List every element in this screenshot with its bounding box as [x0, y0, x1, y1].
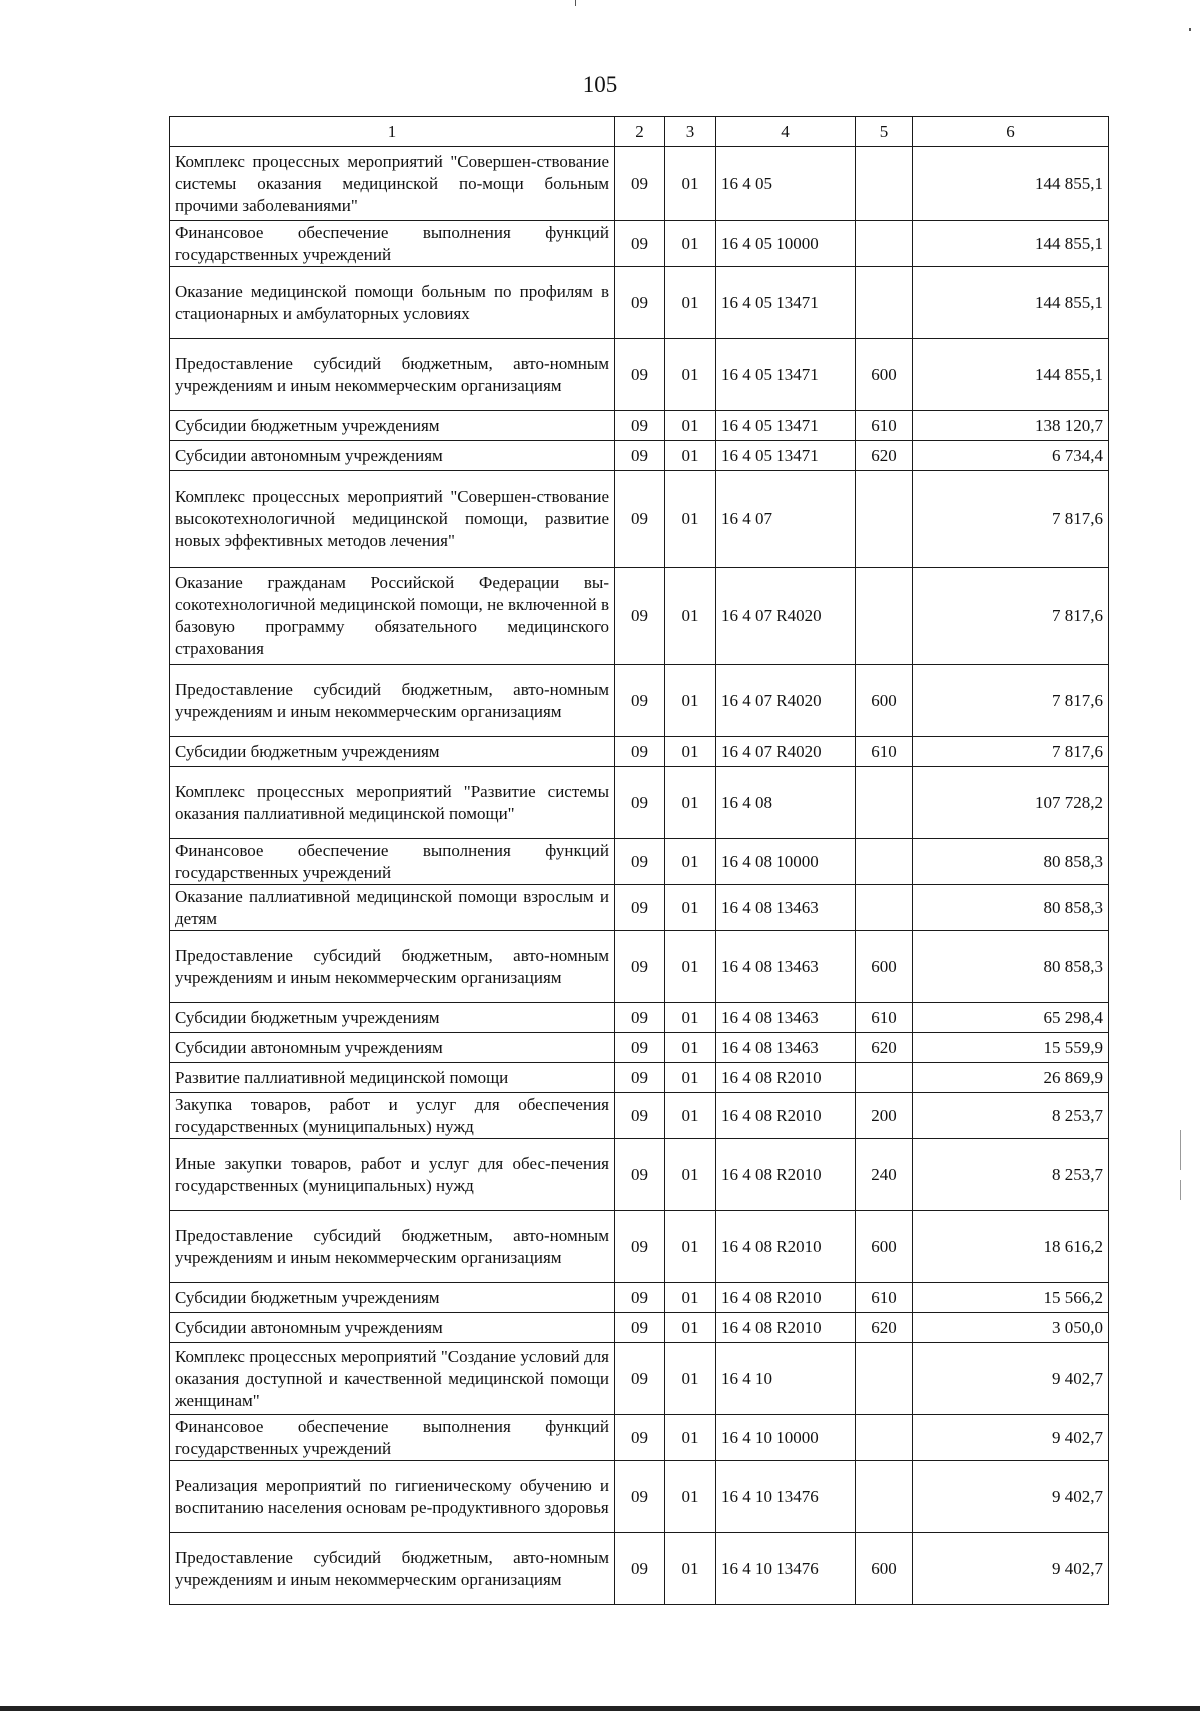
table-row	[170, 339, 1109, 411]
row-subsection: 01	[665, 471, 716, 568]
row-subsection: 01	[665, 411, 716, 441]
row-expense-type	[856, 1461, 913, 1533]
row-description: Предоставление субсидий бюджетным, авто-номным учреждениям и иным некоммерческим организациям	[170, 1533, 615, 1605]
row-section: 09	[615, 1533, 665, 1605]
row-description: Развитие паллиативной медицинской помощи	[170, 1063, 615, 1093]
row-target-code: 16 4 08 13463	[716, 885, 856, 931]
row-expense-type: 620	[856, 1033, 913, 1063]
budget-table	[169, 116, 1109, 1605]
row-subsection: 01	[665, 1533, 716, 1605]
row-expense-type: 610	[856, 1003, 913, 1033]
table-row	[170, 665, 1109, 737]
row-target-code: 16 4 08 13463	[716, 931, 856, 1003]
row-target-code: 16 4 10	[716, 1343, 856, 1415]
row-amount: 18 616,2	[913, 1211, 1109, 1283]
row-subsection: 01	[665, 885, 716, 931]
row-expense-type: 600	[856, 931, 913, 1003]
row-expense-type: 600	[856, 665, 913, 737]
row-expense-type	[856, 147, 913, 221]
column-header: 3	[665, 117, 716, 147]
row-target-code: 16 4 08	[716, 767, 856, 839]
row-amount: 65 298,4	[913, 1003, 1109, 1033]
row-description: Комплекс процессных мероприятий "Совершен-ствование системы оказания медицинской по-мощи больным прочими заболеваниями"	[170, 147, 615, 221]
column-header: 6	[913, 117, 1109, 147]
row-amount: 80 858,3	[913, 839, 1109, 885]
row-target-code: 16 4 08 R2010	[716, 1093, 856, 1139]
row-expense-type: 600	[856, 339, 913, 411]
row-amount: 80 858,3	[913, 931, 1109, 1003]
row-amount: 3 050,0	[913, 1313, 1109, 1343]
row-target-code: 16 4 07	[716, 471, 856, 568]
row-subsection: 01	[665, 1415, 716, 1461]
row-amount: 9 402,7	[913, 1343, 1109, 1415]
row-description: Финансовое обеспечение выполнения функций государственных учреждений	[170, 1415, 615, 1461]
row-target-code: 16 4 05	[716, 147, 856, 221]
row-subsection: 01	[665, 568, 716, 665]
row-section: 09	[615, 767, 665, 839]
table-row	[170, 568, 1109, 665]
row-description: Оказание гражданам Российской Федерации вы-сокотехнологичной медицинской помощи, не включенной в базовую программу обязательного медицинского страхования	[170, 568, 615, 665]
row-description: Финансовое обеспечение выполнения функций государственных учреждений	[170, 839, 615, 885]
column-header: 1	[170, 117, 615, 147]
row-description: Субсидии автономным учреждениям	[170, 1313, 615, 1343]
row-description: Предоставление субсидий бюджетным, авто-номным учреждениям и иным некоммерческим организациям	[170, 339, 615, 411]
row-section: 09	[615, 1093, 665, 1139]
row-subsection: 01	[665, 147, 716, 221]
table-row	[170, 885, 1109, 931]
row-section: 09	[615, 931, 665, 1003]
row-amount: 15 566,2	[913, 1283, 1109, 1313]
row-subsection: 01	[665, 441, 716, 471]
row-amount: 9 402,7	[913, 1533, 1109, 1605]
table-row	[170, 931, 1109, 1003]
table-header-row	[170, 117, 1109, 147]
table-row	[170, 737, 1109, 767]
row-section: 09	[615, 885, 665, 931]
row-description: Субсидии бюджетным учреждениям	[170, 1003, 615, 1033]
row-target-code: 16 4 05 10000	[716, 221, 856, 267]
row-section: 09	[615, 411, 665, 441]
row-target-code: 16 4 08 R2010	[716, 1283, 856, 1313]
row-target-code: 16 4 05 13471	[716, 339, 856, 411]
row-expense-type: 600	[856, 1533, 913, 1605]
row-amount: 8 253,7	[913, 1093, 1109, 1139]
row-target-code: 16 4 08 R2010	[716, 1313, 856, 1343]
row-subsection: 01	[665, 1063, 716, 1093]
table-row	[170, 1343, 1109, 1415]
row-expense-type	[856, 1063, 913, 1093]
table-row	[170, 1063, 1109, 1093]
row-target-code: 16 4 10 13476	[716, 1533, 856, 1605]
row-amount: 80 858,3	[913, 885, 1109, 931]
row-description: Финансовое обеспечение выполнения функций государственных учреждений	[170, 221, 615, 267]
row-target-code: 16 4 05 13471	[716, 411, 856, 441]
row-description: Субсидии автономным учреждениям	[170, 1033, 615, 1063]
row-section: 09	[615, 568, 665, 665]
row-target-code: 16 4 10 10000	[716, 1415, 856, 1461]
row-section: 09	[615, 1139, 665, 1211]
table-row	[170, 767, 1109, 839]
row-section: 09	[615, 1343, 665, 1415]
table-row	[170, 471, 1109, 568]
row-target-code: 16 4 08 R2010	[716, 1139, 856, 1211]
row-expense-type: 620	[856, 1313, 913, 1343]
scan-artifact	[1189, 28, 1191, 31]
row-description: Субсидии бюджетным учреждениям	[170, 411, 615, 441]
row-description: Комплекс процессных мероприятий "Развитие системы оказания паллиативной медицинской помощи"	[170, 767, 615, 839]
row-expense-type	[856, 568, 913, 665]
scan-artifact	[575, 0, 576, 6]
column-header: 5	[856, 117, 913, 147]
table-row	[170, 411, 1109, 441]
row-expense-type: 200	[856, 1093, 913, 1139]
row-amount: 9 402,7	[913, 1461, 1109, 1533]
row-expense-type: 610	[856, 737, 913, 767]
table-row	[170, 1003, 1109, 1033]
row-section: 09	[615, 1211, 665, 1283]
row-expense-type	[856, 839, 913, 885]
table-row	[170, 1033, 1109, 1063]
row-expense-type: 240	[856, 1139, 913, 1211]
row-amount: 9 402,7	[913, 1415, 1109, 1461]
row-target-code: 16 4 05 13471	[716, 441, 856, 471]
page-number: 105	[582, 72, 618, 97]
table-row	[170, 147, 1109, 221]
row-target-code: 16 4 08 13463	[716, 1033, 856, 1063]
row-section: 09	[615, 147, 665, 221]
row-target-code: 16 4 05 13471	[716, 267, 856, 339]
row-subsection: 01	[665, 267, 716, 339]
row-expense-type: 610	[856, 1283, 913, 1313]
table-row	[170, 1093, 1109, 1139]
row-target-code: 16 4 08 10000	[716, 839, 856, 885]
row-expense-type	[856, 267, 913, 339]
table-row	[170, 1139, 1109, 1211]
table-row	[170, 441, 1109, 471]
row-section: 09	[615, 339, 665, 411]
row-description: Иные закупки товаров, работ и услуг для обес-печения государственных (муниципальных) нужд	[170, 1139, 615, 1211]
row-subsection: 01	[665, 1139, 716, 1211]
row-target-code: 16 4 07 R4020	[716, 568, 856, 665]
row-description: Субсидии бюджетным учреждениям	[170, 737, 615, 767]
row-description: Оказание медицинской помощи больным по профилям в стационарных и амбулаторных условиях	[170, 267, 615, 339]
row-description: Реализация мероприятий по гигиеническому обучению и воспитанию населения основам ре-продуктивного здоровья	[170, 1461, 615, 1533]
row-amount: 26 869,9	[913, 1063, 1109, 1093]
row-section: 09	[615, 1033, 665, 1063]
row-section: 09	[615, 1415, 665, 1461]
column-header: 4	[716, 117, 856, 147]
row-section: 09	[615, 839, 665, 885]
column-header: 2	[615, 117, 665, 147]
table-row	[170, 839, 1109, 885]
row-amount: 8 253,7	[913, 1139, 1109, 1211]
row-expense-type	[856, 1415, 913, 1461]
row-subsection: 01	[665, 665, 716, 737]
row-amount: 144 855,1	[913, 267, 1109, 339]
row-expense-type: 600	[856, 1211, 913, 1283]
table-row	[170, 1283, 1109, 1313]
row-subsection: 01	[665, 221, 716, 267]
row-section: 09	[615, 665, 665, 737]
row-section: 09	[615, 1313, 665, 1343]
row-target-code: 16 4 07 R4020	[716, 665, 856, 737]
row-subsection: 01	[665, 1003, 716, 1033]
row-description: Комплекс процессных мероприятий "Создание условий для оказания доступной и качественной медицинской помощи женщинам"	[170, 1343, 615, 1415]
row-amount: 138 120,7	[913, 411, 1109, 441]
row-section: 09	[615, 267, 665, 339]
row-amount: 7 817,6	[913, 737, 1109, 767]
row-amount: 144 855,1	[913, 221, 1109, 267]
scan-artifact	[1180, 1130, 1181, 1170]
row-section: 09	[615, 441, 665, 471]
row-subsection: 01	[665, 1093, 716, 1139]
row-section: 09	[615, 1003, 665, 1033]
row-description: Субсидии автономным учреждениям	[170, 441, 615, 471]
row-section: 09	[615, 1283, 665, 1313]
row-section: 09	[615, 221, 665, 267]
row-description: Предоставление субсидий бюджетным, авто-номным учреждениям и иным некоммерческим организациям	[170, 665, 615, 737]
row-target-code: 16 4 10 13476	[716, 1461, 856, 1533]
row-section: 09	[615, 1461, 665, 1533]
table-row	[170, 1533, 1109, 1605]
row-description: Оказание паллиативной медицинской помощи взрослым и детям	[170, 885, 615, 931]
row-subsection: 01	[665, 931, 716, 1003]
row-subsection: 01	[665, 1211, 716, 1283]
scan-bottom-edge	[0, 1706, 1200, 1711]
table-row	[170, 1313, 1109, 1343]
row-description: Субсидии бюджетным учреждениям	[170, 1283, 615, 1313]
table-row	[170, 221, 1109, 267]
row-target-code: 16 4 08 13463	[716, 1003, 856, 1033]
row-amount: 6 734,4	[913, 441, 1109, 471]
row-subsection: 01	[665, 1033, 716, 1063]
table-row	[170, 1461, 1109, 1533]
row-amount: 7 817,6	[913, 665, 1109, 737]
row-amount: 144 855,1	[913, 147, 1109, 221]
table-row	[170, 1415, 1109, 1461]
row-expense-type	[856, 471, 913, 568]
table-row	[170, 267, 1109, 339]
row-subsection: 01	[665, 1313, 716, 1343]
table-body	[170, 147, 1109, 1605]
row-section: 09	[615, 1063, 665, 1093]
row-amount: 7 817,6	[913, 471, 1109, 568]
table-row	[170, 1211, 1109, 1283]
row-subsection: 01	[665, 839, 716, 885]
row-expense-type	[856, 1343, 913, 1415]
row-description: Предоставление субсидий бюджетным, авто-номным учреждениям и иным некоммерческим организациям	[170, 931, 615, 1003]
row-subsection: 01	[665, 767, 716, 839]
row-amount: 144 855,1	[913, 339, 1109, 411]
row-section: 09	[615, 471, 665, 568]
row-target-code: 16 4 07 R4020	[716, 737, 856, 767]
row-expense-type: 610	[856, 411, 913, 441]
row-subsection: 01	[665, 339, 716, 411]
row-amount: 107 728,2	[913, 767, 1109, 839]
row-expense-type	[856, 767, 913, 839]
row-subsection: 01	[665, 1461, 716, 1533]
row-subsection: 01	[665, 737, 716, 767]
row-section: 09	[615, 737, 665, 767]
row-subsection: 01	[665, 1343, 716, 1415]
row-expense-type	[856, 221, 913, 267]
row-expense-type: 620	[856, 441, 913, 471]
row-amount: 7 817,6	[913, 568, 1109, 665]
row-description: Комплекс процессных мероприятий "Совершен-ствование высокотехнологичной медицинской помощи, развитие новых эффективных методов лечения"	[170, 471, 615, 568]
row-amount: 15 559,9	[913, 1033, 1109, 1063]
row-subsection: 01	[665, 1283, 716, 1313]
row-expense-type	[856, 885, 913, 931]
row-target-code: 16 4 08 R2010	[716, 1063, 856, 1093]
row-description: Закупка товаров, работ и услуг для обеспечения государственных (муниципальных) нужд	[170, 1093, 615, 1139]
row-description: Предоставление субсидий бюджетным, авто-номным учреждениям и иным некоммерческим организациям	[170, 1211, 615, 1283]
row-target-code: 16 4 08 R2010	[716, 1211, 856, 1283]
scan-artifact	[1180, 1180, 1181, 1200]
